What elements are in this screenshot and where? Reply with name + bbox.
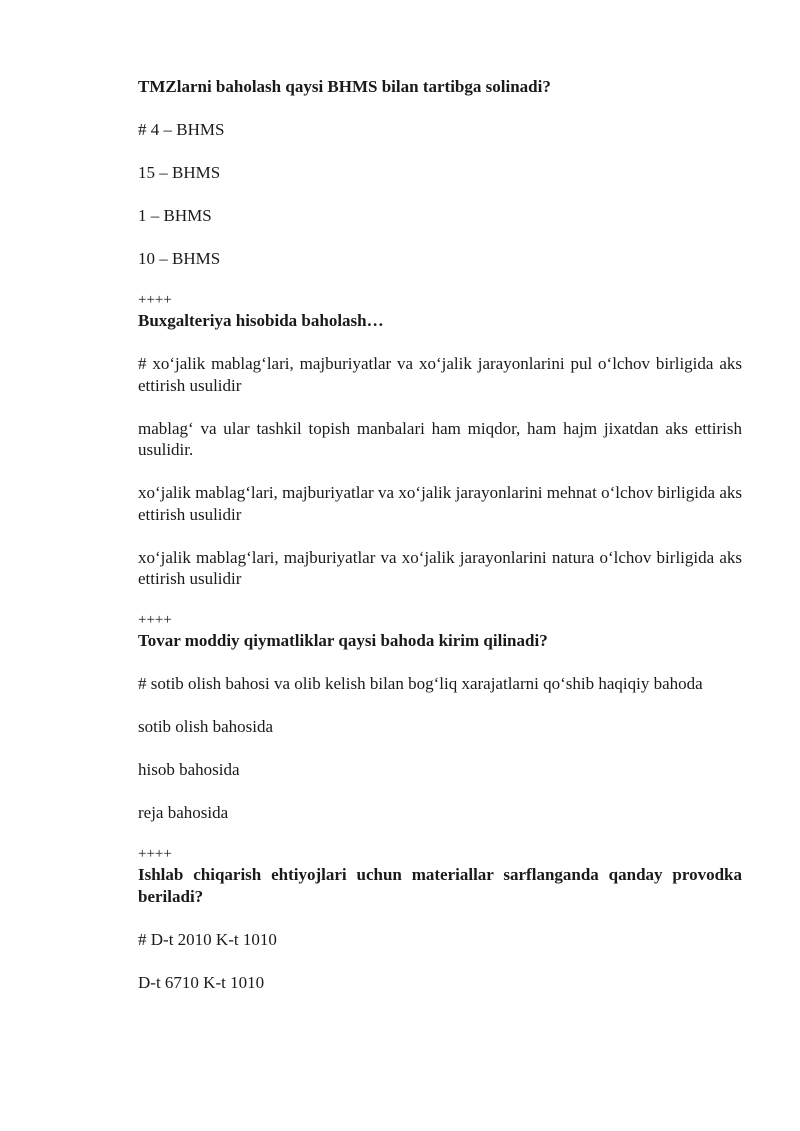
answer-1-3: 1 – BHMS — [138, 206, 212, 225]
answer-4-2: D-t 6710 K-t 1010 — [138, 972, 265, 992]
answer-2-4: xo‘jalik mablag‘lari, majburiyatlar va xo‘jalik jarayonlarini natura o‘lchov birligida aks ettirish usulidir — [138, 547, 742, 588]
answer-1-4: 10 – BHMS — [138, 249, 221, 268]
question-4: Ishlab chiqarish ehtiyojlari uchun materiallar sarflanganda qanday provodka beriladi? — [138, 865, 742, 906]
answer-1-1: # 4 – BHMS — [138, 120, 225, 139]
separator-2: ++++ — [138, 612, 172, 628]
question-2: Buxgalteriya hisobida baholash… — [138, 311, 384, 330]
question-1: TMZlarni baholash qaysi BHMS bilan tartibga solinadi? — [138, 77, 551, 96]
answer-3-4: reja bahosida — [138, 803, 229, 822]
answer-3-1: # sotib olish bahosi va olib kelish bilan bog‘liq xarajatlarni qo‘shib haqiqiy bahoda — [138, 674, 703, 693]
answer-3-3: hisob bahosida — [138, 760, 240, 779]
answer-4-1: # D-t 2010 K-t 1010 — [138, 929, 277, 949]
document-content — [138, 76, 742, 1015]
answer-2-3: xo‘jalik mablag‘lari, majburiyatlar va xo‘jalik jarayonlarini mehnat o‘lchov birligida aks ettirish usulidir — [138, 483, 742, 524]
question-3: Tovar moddiy qiymatliklar qaysi bahoda kirim qilinadi? — [138, 631, 548, 650]
answer-2-1: # xo‘jalik mablag‘lari, majburiyatlar va xo‘jalik jarayonlarini pul o‘lchov birligida aks ettirish usulidir — [138, 354, 742, 395]
answer-1-2: 15 – BHMS — [138, 163, 221, 182]
separator-3: ++++ — [138, 846, 172, 862]
answer-2-2: mablag‘ va ular tashkil topish manbalari ham miqdor, ham hajm jixatdan aks ettirish usulidir. — [138, 418, 742, 459]
separator-1: ++++ — [138, 292, 172, 308]
answer-3-2: sotib olish bahosida — [138, 717, 274, 736]
